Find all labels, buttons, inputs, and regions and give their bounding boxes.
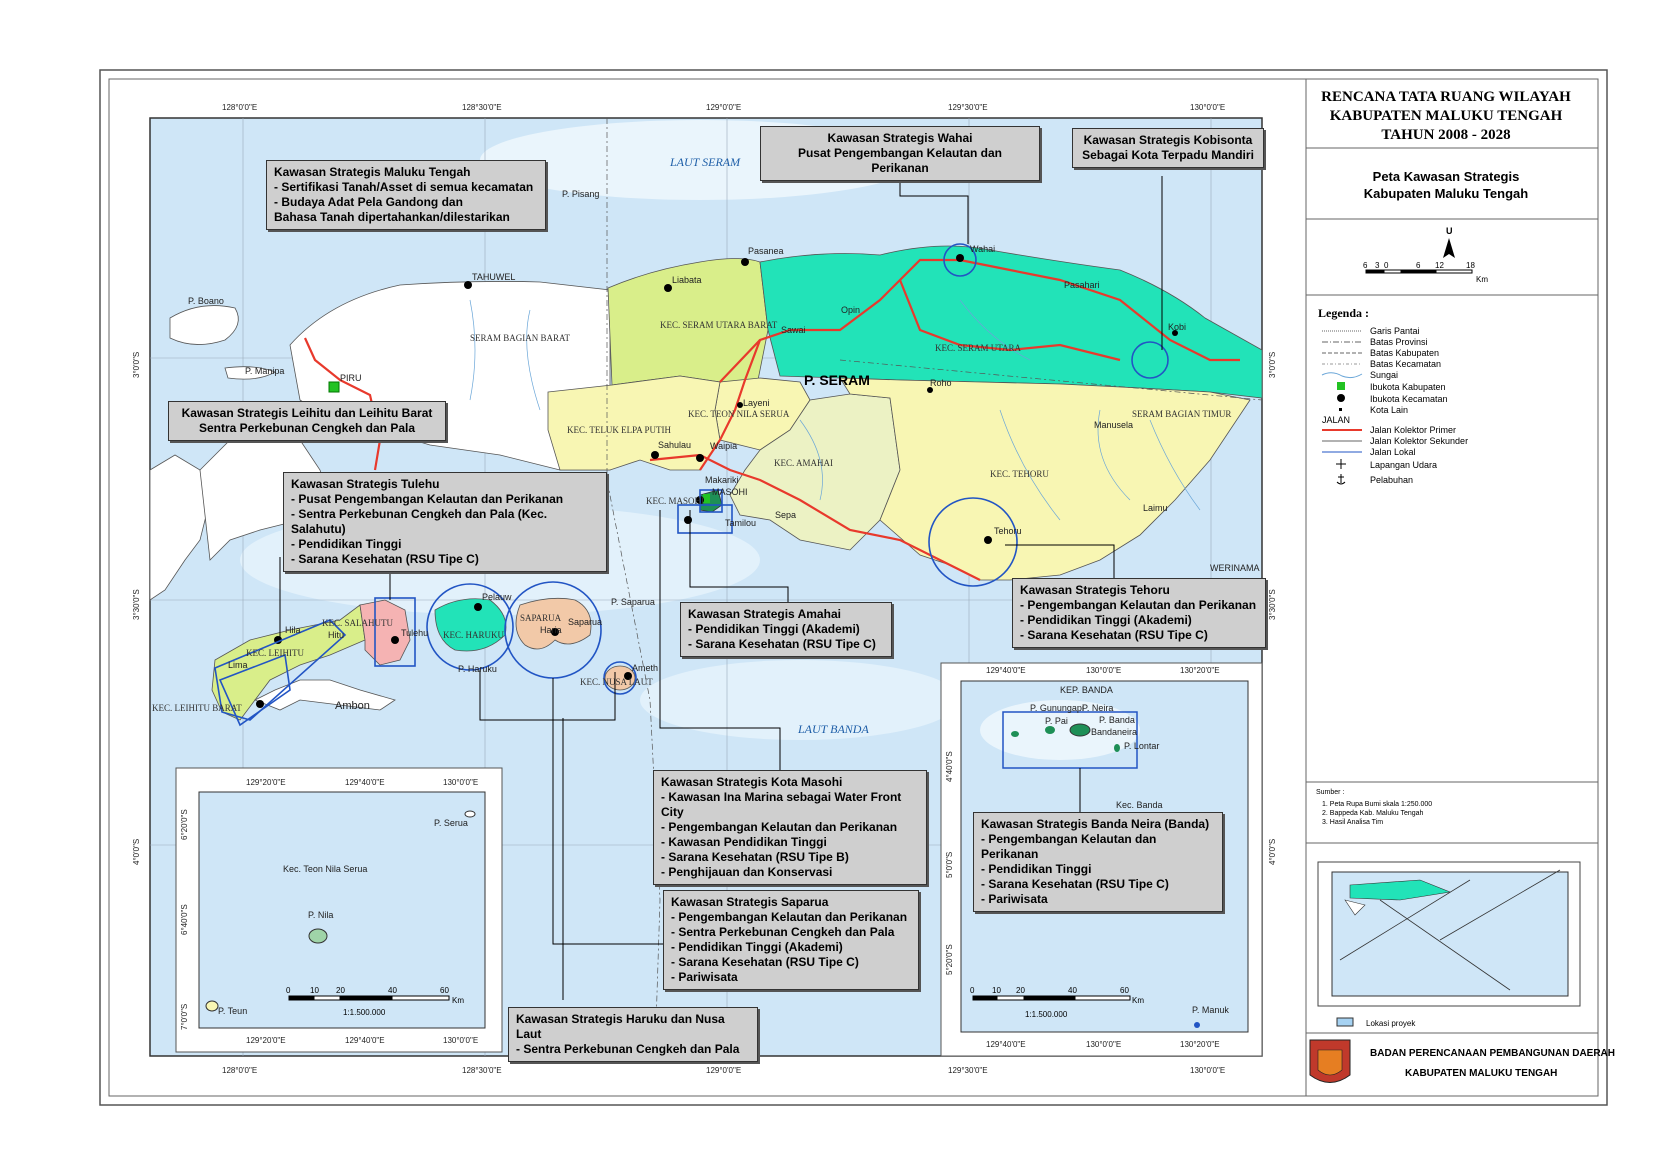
inset-scale-ratio: 1:1.500.000 xyxy=(343,1008,386,1017)
label-place: Tamilou xyxy=(725,518,757,528)
callout-item: Pusat Pengembangan Kelautan dan Perikanan xyxy=(797,146,1003,175)
callout-title: Kawasan Strategis Haruku dan Nusa Laut xyxy=(516,1012,725,1041)
label-place: Bandaneira xyxy=(1091,727,1138,737)
coord-right: 3°0'0"S xyxy=(1268,351,1277,378)
label-place: Lima xyxy=(228,660,248,670)
label-place: Layeni xyxy=(743,398,770,408)
callout-title: Kawasan Strategis Wahai xyxy=(827,131,973,145)
label-kec: KEC. AMAHAI xyxy=(774,458,834,468)
label-place: Kec. Teon Nila Serua xyxy=(283,864,368,874)
callout-item: - Kawasan Pendidikan Tinggi xyxy=(661,835,827,849)
label-kec: KEC. LEIHITU BARAT xyxy=(152,703,242,713)
label-place: Tulehu xyxy=(401,628,429,638)
label-place: Hila xyxy=(285,625,301,635)
label-laut-banda: LAUT BANDA xyxy=(798,722,869,736)
label-place: Makariki xyxy=(705,475,739,485)
legend-item: Jalan Kolektor Sekunder xyxy=(1370,436,1469,446)
label-place: P. Teun xyxy=(218,1006,248,1016)
inset-scale-tick: 20 xyxy=(336,986,345,995)
label-place: Ambon xyxy=(335,700,370,712)
label-place: Liabata xyxy=(672,275,702,285)
label-kec: SERAM BAGIAN TIMUR xyxy=(1132,409,1232,419)
label-place: MASOHI xyxy=(712,487,748,497)
label-place: Manusela xyxy=(1094,420,1134,430)
lokasi-label: Lokasi proyek xyxy=(1366,1019,1416,1028)
callout-banda xyxy=(973,812,1223,912)
callout-leihitu xyxy=(168,401,446,441)
callout-item: - Pengembangan Kelautan dan Perikanan xyxy=(1020,598,1257,612)
title-line-3: TAHUN 2008 - 2028 xyxy=(1381,127,1511,143)
coord-top: 128°30'0"E xyxy=(462,103,502,112)
label-place: KEP. BANDA xyxy=(1060,685,1113,695)
scale-tick: 6 xyxy=(1363,261,1368,270)
legend-jalan-label: JALAN xyxy=(1322,415,1351,425)
legend-item: Batas Kecamatan xyxy=(1370,359,1442,369)
callout-item: - Budaya Adat Pela Gandong dan xyxy=(274,195,463,209)
inset-scale-tick: 10 xyxy=(992,986,1001,995)
coord-right: 4°0'0"S xyxy=(1268,838,1277,865)
coord-top: 130°0'0"E xyxy=(1190,103,1226,112)
callout-title: Kawasan Strategis Saparua xyxy=(671,895,829,909)
coord-right: 3°30'0"S xyxy=(1268,589,1277,620)
inset-coord: 130°0'0"E xyxy=(1086,1040,1122,1049)
inset-coord: 129°20'0"E xyxy=(246,1036,286,1045)
callout-title: Kawasan Strategis Tulehu xyxy=(291,477,440,491)
scale-unit: Km xyxy=(1476,275,1488,284)
callout-item: - Pendidikan Tinggi xyxy=(291,537,402,551)
label-place: P. Manuk xyxy=(1192,1005,1229,1015)
legend-item: Kota Lain xyxy=(1370,405,1409,415)
inset-coord: 4°40'0"S xyxy=(945,751,954,782)
callout-kobisonta xyxy=(1072,128,1264,168)
callout-item: Sentra Perkebunan Cengkeh dan Pala xyxy=(198,421,416,435)
label-place: Haria xyxy=(540,625,562,635)
inset-coord: 129°40'0"E xyxy=(345,778,385,787)
label-place: Wahai xyxy=(970,244,996,254)
callout-item: - Sarana Kesehatan (RSU Tipe C) xyxy=(671,955,859,969)
label-place: Kobi xyxy=(1168,322,1187,332)
legend-item: Lapangan Udara xyxy=(1370,460,1438,470)
legend-item: Jalan Kolektor Primer xyxy=(1370,425,1457,435)
coord-bottom: 128°30'0"E xyxy=(462,1066,502,1075)
callout-item: Sebagai Kota Terpadu Mandiri xyxy=(1082,148,1254,162)
label-place: P. Gunungapi xyxy=(1030,703,1084,713)
legend-title: Legenda : xyxy=(1318,306,1369,320)
inset-island-serua xyxy=(465,811,475,817)
scale-tick: 0 xyxy=(1384,261,1389,270)
callout-item: Bahasa Tanah dipertahankan/dilestarikan xyxy=(274,210,510,224)
coord-top: 128°0'0"E xyxy=(222,103,258,112)
legend-item: Ibukota Kecamatan xyxy=(1370,394,1448,404)
callout-tulehu xyxy=(283,472,607,572)
callout-item: - Sentra Perkebunan Cengkeh dan Pala (Kec. Salahutu) xyxy=(291,507,548,536)
callout-title: Kawasan Strategis Amahai xyxy=(688,607,841,621)
coord-bottom: 130°0'0"E xyxy=(1190,1066,1226,1075)
label-place: Sahulau xyxy=(658,440,692,450)
label-kec: KEC. HARUKU xyxy=(443,630,505,640)
coord-bottom: 129°0'0"E xyxy=(706,1066,742,1075)
legend-item: Garis Pantai xyxy=(1370,326,1420,336)
coord-left: 4°0'0"S xyxy=(132,838,141,865)
callout-item: - Pendidikan Tinggi (Akademi) xyxy=(1020,613,1192,627)
callout-item: - Sarana Kesehatan (RSU Tipe C) xyxy=(688,637,876,651)
label-place: Pasahari xyxy=(1064,280,1100,290)
title-line-2: KABUPATEN MALUKU TENGAH xyxy=(1329,108,1563,124)
coord-bottom: 129°30'0"E xyxy=(948,1066,988,1075)
scale-tick: 12 xyxy=(1435,261,1444,270)
island-pai xyxy=(1011,731,1019,737)
label-place: WERINAMA xyxy=(1210,563,1260,573)
agency-logo-inner xyxy=(1318,1050,1342,1075)
legend-item: Sungai xyxy=(1370,370,1399,380)
label-kec: KEC. MASOHI xyxy=(646,496,705,506)
label-place: Sepa xyxy=(775,510,797,520)
legend-item: Jalan Lokal xyxy=(1370,447,1416,457)
label-place: P. Boano xyxy=(188,296,224,306)
label-kec: SAPARUA xyxy=(520,613,562,623)
label-kec: SERAM BAGIAN BARAT xyxy=(470,333,571,343)
label-place: P. Pisang xyxy=(562,189,600,199)
callout-maluku-tengah xyxy=(266,160,546,230)
coord-top: 129°30'0"E xyxy=(948,103,988,112)
inset-coord: 6°20'0"S xyxy=(180,809,189,840)
inset-scale-tick: 40 xyxy=(388,986,397,995)
label-kec: KEC. TEHORU xyxy=(990,469,1049,479)
callout-item: - Sentra Perkebunan Cengkeh dan Pala xyxy=(671,925,895,939)
inset-scale-tick: 40 xyxy=(1068,986,1077,995)
callout-item: - Sentra Perkebunan Cengkeh dan Pala xyxy=(516,1042,740,1056)
callout-item: - Sertifikasi Tanah/Asset di semua kecamatan xyxy=(274,180,534,194)
callout-tehoru xyxy=(1012,578,1266,648)
label-place: P. Saparua xyxy=(611,597,655,607)
label-kec: KEC. SALAHUTU xyxy=(322,618,393,628)
label-place: P. Nila xyxy=(308,910,334,920)
label-place: Tehoru xyxy=(994,526,1022,536)
callout-item: - Pengembangan Kelautan dan Perikanan xyxy=(981,832,1157,861)
coord-left: 3°0'0"S xyxy=(132,351,141,378)
map-subtitle xyxy=(1311,168,1581,202)
label-place: Opin xyxy=(841,305,861,315)
coord-bottom: 128°0'0"E xyxy=(222,1066,258,1075)
inset-scale-tick: 0 xyxy=(970,986,975,995)
main-scalebar xyxy=(1366,270,1472,273)
inset-scale-unit: Km xyxy=(452,996,464,1005)
sumber-item: 3. Hasil Analisa Tim xyxy=(1322,819,1384,826)
inset-coord: 130°0'0"E xyxy=(1086,666,1122,675)
coord-left: 3°30'0"S xyxy=(132,589,141,620)
inset-left-scalebar xyxy=(289,996,449,1000)
label-place: TAHUWEL xyxy=(472,272,516,282)
label-place: Sawai xyxy=(781,325,806,335)
label-laut-seram: LAUT SERAM xyxy=(670,155,741,169)
label-p-seram: P. SERAM xyxy=(804,372,870,388)
inset-right-scalebar xyxy=(973,996,1130,1000)
inset-scale-ratio: 1:1.500.000 xyxy=(1025,1010,1068,1019)
inset-coord: 130°0'0"E xyxy=(443,778,479,787)
label-place: Saparua xyxy=(568,617,603,627)
island-neira xyxy=(1045,726,1055,734)
label-kec: KEC. LEIHITU xyxy=(246,648,304,658)
label-kec: KEC. NUSA LAUT xyxy=(580,677,653,687)
callout-item: - Sarana Kesehatan (RSU Tipe C) xyxy=(981,877,1169,891)
label-place: Kec. Banda xyxy=(1116,800,1163,810)
title-line-1: RENCANA TATA RUANG WILAYAH xyxy=(1321,89,1571,105)
callout-item: - Pariwisata xyxy=(981,892,1048,906)
lokasi-swatch xyxy=(1337,1018,1353,1026)
inset-scale-tick: 20 xyxy=(1016,986,1025,995)
callout-title: Kawasan Strategis Banda Neira (Banda) xyxy=(981,817,1210,831)
sumber-title: Sumber : xyxy=(1316,789,1345,796)
callout-wahai xyxy=(760,126,1040,181)
agency-line-2: KABUPATEN MALUKU TENGAH xyxy=(1405,1068,1558,1079)
callout-masohi xyxy=(653,770,927,885)
coord-top: 129°0'0"E xyxy=(706,103,742,112)
inset-coord: 129°40'0"E xyxy=(345,1036,385,1045)
ibukota-kabupaten-marker xyxy=(329,382,339,392)
label-place: Hitu xyxy=(328,630,345,640)
legend-item: Ibukota Kabupaten xyxy=(1370,382,1446,392)
label-place: P. Manipa xyxy=(245,366,285,376)
island-manuk xyxy=(1194,1022,1200,1028)
callout-item: - Sarana Kesehatan (RSU Tipe B) xyxy=(661,850,849,864)
inset-scale-tick: 60 xyxy=(1120,986,1129,995)
label-place: Ameth xyxy=(632,663,659,673)
callout-item: - Pengembangan Kelautan dan Perikanan xyxy=(671,910,908,924)
label-place: PIRU xyxy=(340,373,362,383)
label-place: Pasanea xyxy=(748,246,784,256)
sumber-block xyxy=(1316,788,1432,827)
callout-title: Kawasan Strategis Tehoru xyxy=(1020,583,1170,597)
label-kec: KEC. TELUK ELPA PUTIH xyxy=(567,425,672,435)
callout-item: - Pendidikan Tinggi xyxy=(981,862,1092,876)
label-place: P. Haruku xyxy=(458,664,497,674)
inset-coord: 5°0'0"S xyxy=(945,851,954,878)
callout-haruku xyxy=(508,1007,758,1062)
inset-scale-tick: 0 xyxy=(286,986,291,995)
legend-item: Batas Kabupaten xyxy=(1370,348,1440,358)
inset-island-teun xyxy=(206,1001,218,1011)
inset-coord: 130°20'0"E xyxy=(1180,1040,1220,1049)
inset-coord: 7°0'0"S xyxy=(180,1003,189,1030)
inset-coord: 6°40'0"S xyxy=(180,904,189,935)
island-lontar xyxy=(1114,744,1120,752)
inset-scale-tick: 60 xyxy=(440,986,449,995)
inset-coord: 129°40'0"E xyxy=(986,666,1026,675)
callout-item: - Sarana Kesehatan (RSU Tipe C) xyxy=(291,552,479,566)
label-place: P. Neira xyxy=(1082,703,1114,713)
label-place: Waipia xyxy=(710,441,738,451)
inset-coord: 129°40'0"E xyxy=(986,1040,1026,1049)
inset-coord: 130°0'0"E xyxy=(443,1036,479,1045)
callout-item: - Kawasan Ina Marina sebagai Water Front City xyxy=(661,790,902,819)
callout-item: - Pusat Pengembangan Kelautan dan Perikanan xyxy=(291,492,564,506)
callout-item: - Penghijauan dan Konservasi xyxy=(661,865,833,879)
inset-coord: 5°20'0"S xyxy=(945,944,954,975)
map-title xyxy=(1311,88,1581,145)
callout-item: - Sarana Kesehatan (RSU Tipe C) xyxy=(1020,628,1208,642)
callout-title: Kawasan Strategis Maluku Tengah xyxy=(274,165,471,179)
callout-title: Kawasan Strategis Kota Masohi xyxy=(661,775,843,789)
label-place: P. Pai xyxy=(1045,716,1068,726)
legend-item: Batas Provinsi xyxy=(1370,337,1428,347)
label-place: P. Lontar xyxy=(1124,741,1160,751)
callout-title: Kawasan Strategis Leihitu dan Leihitu Barat xyxy=(181,406,433,420)
island-banda xyxy=(1070,724,1090,736)
label-place: Pelauw xyxy=(482,592,512,602)
callout-item: - Pendidikan Tinggi (Akademi) xyxy=(688,622,860,636)
label-place: Roho xyxy=(930,378,952,388)
scale-tick: 18 xyxy=(1466,261,1475,270)
legend-item: Pelabuhan xyxy=(1370,475,1414,485)
north-label: U xyxy=(1446,226,1453,236)
label-place: P. Serua xyxy=(434,818,468,828)
subtitle-line-2: Kabupaten Maluku Tengah xyxy=(1363,186,1529,201)
inset-island-nila xyxy=(309,929,327,943)
agency-line-1: BADAN PERENCANAAN PEMBANGUNAN DAERAH xyxy=(1370,1048,1616,1059)
land-kec-haruku xyxy=(435,599,506,651)
callout-title: Kawasan Strategis Kobisonta xyxy=(1083,133,1253,147)
sumber-item: 2. Bappeda Kab. Maluku Tengah xyxy=(1322,810,1424,817)
scale-tick: 6 xyxy=(1416,261,1421,270)
callout-item: - Pendidikan Tinggi (Akademi) xyxy=(671,940,843,954)
label-place: P. Banda xyxy=(1099,715,1135,725)
masohi-green-marker xyxy=(703,494,710,503)
callout-item: - Pariwisata xyxy=(671,970,738,984)
sumber-item: 1. Peta Rupa Bumi skala 1:250.000 xyxy=(1322,801,1433,808)
callout-item: - Pengembangan Kelautan dan Perikanan xyxy=(661,820,898,834)
inset-coord: 129°20'0"E xyxy=(246,778,286,787)
label-place: Laimu xyxy=(1143,503,1168,513)
label-kec: KEC. SERAM UTARA BARAT xyxy=(660,320,778,330)
inset-scale-unit: Km xyxy=(1132,996,1144,1005)
inset-scale-tick: 10 xyxy=(310,986,319,995)
callout-saparua xyxy=(663,890,919,990)
subtitle-line-1: Peta Kawasan Strategis xyxy=(1372,169,1520,184)
scale-tick: 3 xyxy=(1375,261,1380,270)
label-kec: KEC. SERAM UTARA xyxy=(935,343,1022,353)
label-kec: KEC. TEON NILA SERUA xyxy=(688,409,790,419)
callout-amahai xyxy=(680,602,892,657)
inset-coord: 130°20'0"E xyxy=(1180,666,1220,675)
